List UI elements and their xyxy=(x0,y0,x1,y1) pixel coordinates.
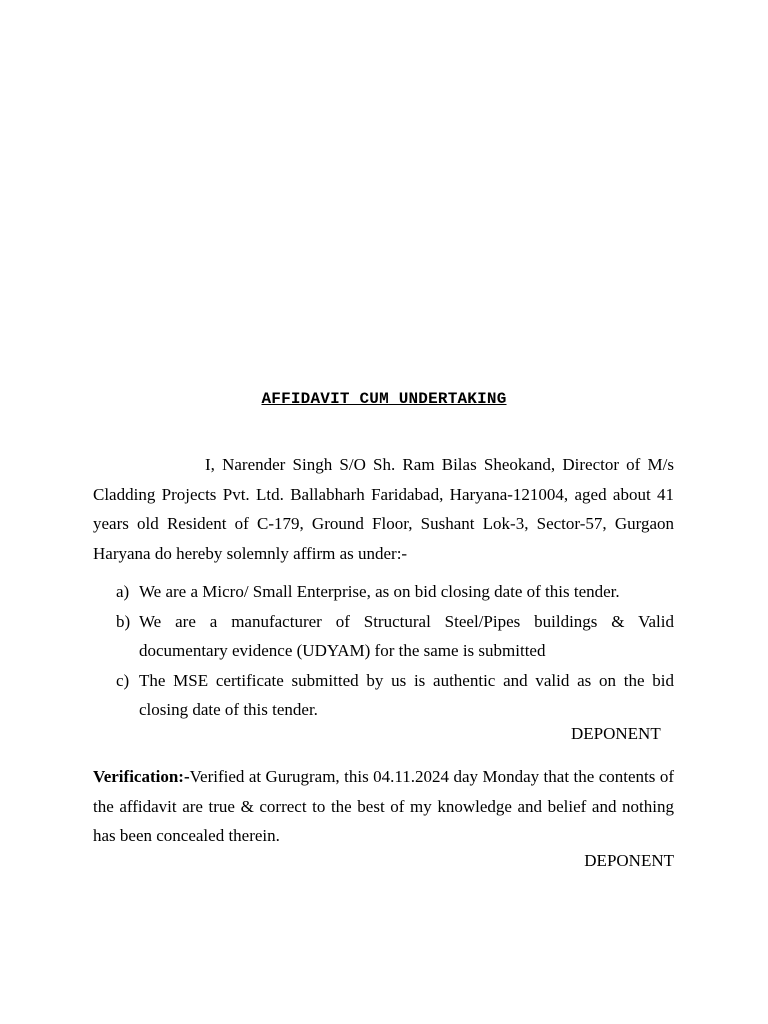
affirmation-list xyxy=(93,577,674,725)
intro-paragraph: I, Narender Singh S/O Sh. Ram Bilas Sheokand, Director of M/s Cladding Projects Pvt. Ltd. Ballabharh Faridabad, Haryana-121004, aged about 41 years old Resident of C-179, Ground Floor, Sushant Lok-3, Sector-57, Gurgaon Haryana do hereby solemnly affirm as under:- xyxy=(93,455,674,563)
list-item-marker: b) xyxy=(116,611,131,631)
document-title: AFFIDAVIT CUM UNDERTAKING xyxy=(261,390,507,408)
verification-text: Verified at Gurugram, this 04.11.2024 day Monday that the contents of the affidavit are true & correct to the best of my knowledge and belief and nothing has been concealed therein. xyxy=(93,767,674,845)
list-item xyxy=(93,607,674,666)
list-item-text: We are a manufacturer of Structural Steel/Pipes buildings & Valid documentary evidence (UDYAM) for the same is submitted xyxy=(139,611,674,660)
deponent-signature-label: DEPONENT xyxy=(571,724,661,743)
list-item-text: We are a Micro/ Small Enterprise, as on bid closing date of this tender. xyxy=(139,582,620,601)
list-item-text: The MSE certificate submitted by us is authentic and valid as on the bid closing date of this tender. xyxy=(139,670,674,719)
list-item-marker: a) xyxy=(116,582,130,601)
list-item xyxy=(93,577,674,607)
verification-paragraph xyxy=(93,762,674,851)
deponent-verification-label: DEPONENT xyxy=(584,851,674,870)
list-item-marker: c) xyxy=(116,670,130,690)
list-item xyxy=(93,666,674,725)
verification-label: Verification:- xyxy=(93,767,190,786)
